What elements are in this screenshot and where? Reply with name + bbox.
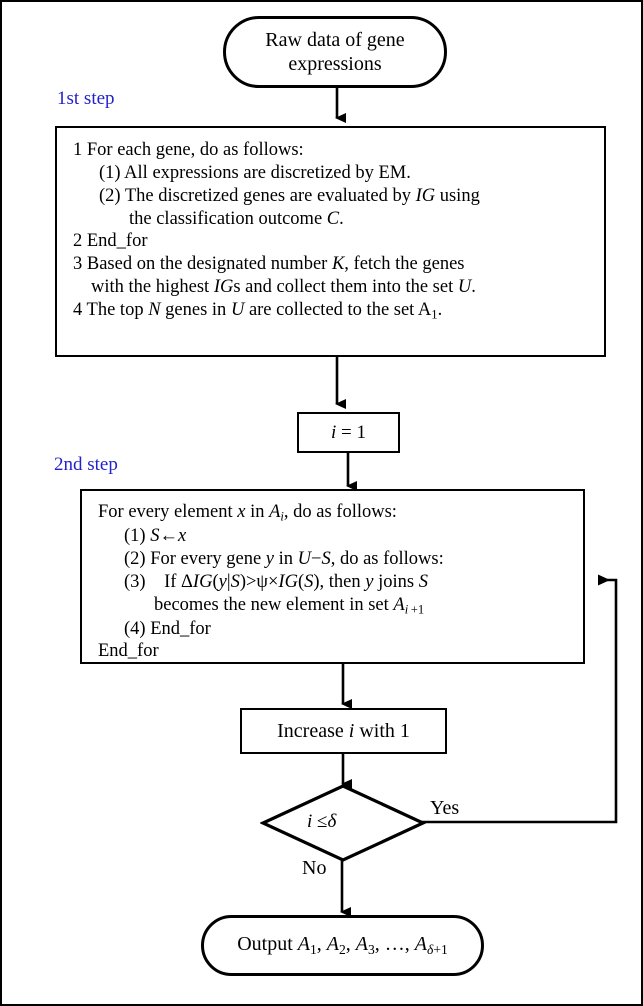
init-i-text: i = 1 — [331, 421, 366, 443]
decision-yes-label: Yes — [430, 797, 460, 819]
raw-data-line-2: expressions — [288, 53, 382, 75]
step1-line-2: (1) All expressions are discretized by EM. — [99, 162, 411, 183]
step1-line-4: the classification outcome C. — [129, 208, 344, 229]
step1-line-1: 1 For each gene, do as follows: — [73, 140, 304, 160]
increment-i-text: Increase i with 1 — [277, 719, 410, 742]
step1-line-5: 2 End_for — [73, 231, 148, 252]
step2-process-text — [98, 501, 444, 663]
output-terminal — [201, 915, 484, 976]
step1-line-6: 3 Based on the designated number K, fetch the genes — [73, 254, 465, 275]
decision-condition-text: i ≤δ — [307, 811, 337, 832]
label-2nd-step: 2nd step — [54, 454, 118, 475]
increment-i-box — [240, 708, 447, 754]
decision-diamond — [260, 783, 426, 863]
output-terminal-text: Output $A_1$, $A_2$, $A_3$, …, $A_{\delta+1}$ — [237, 933, 448, 958]
step1-line-8: 4 The top N genes in U are collected to the set $A_1$. — [73, 299, 443, 322]
step2-line-4: (3) If ΔIG(y|S)>ψ×IG(S), then y joins S — [124, 571, 428, 592]
init-i-box — [297, 412, 400, 453]
label-1st-step: 1st step — [57, 88, 115, 109]
raw-data-line-1: Raw data of gene — [265, 28, 405, 51]
step2-line-6: (4) End_for — [124, 618, 211, 639]
step2-line-5: becomes the new element in set $A_{i +1}$ — [154, 594, 425, 617]
step1-line-7: with the highest IGs and collect them into the set U. — [91, 277, 476, 298]
step2-line-3: (2) For every gene y in U−S, do as follows: — [124, 548, 444, 569]
decision-no-label: No — [302, 857, 327, 879]
step1-process-text — [73, 139, 480, 323]
raw-data-terminal-text — [265, 28, 404, 77]
step1-line-3: (2) The discretized genes are evaluated by IG using — [99, 185, 480, 206]
step2-process — [80, 489, 585, 664]
step1-process — [55, 126, 606, 357]
raw-data-terminal — [223, 16, 447, 88]
step2-line-1: For every element x in $A_i$, do as follows: — [98, 502, 397, 524]
step2-line-2: (1) S←x — [124, 526, 187, 547]
step2-line-7: End_for — [98, 641, 159, 662]
